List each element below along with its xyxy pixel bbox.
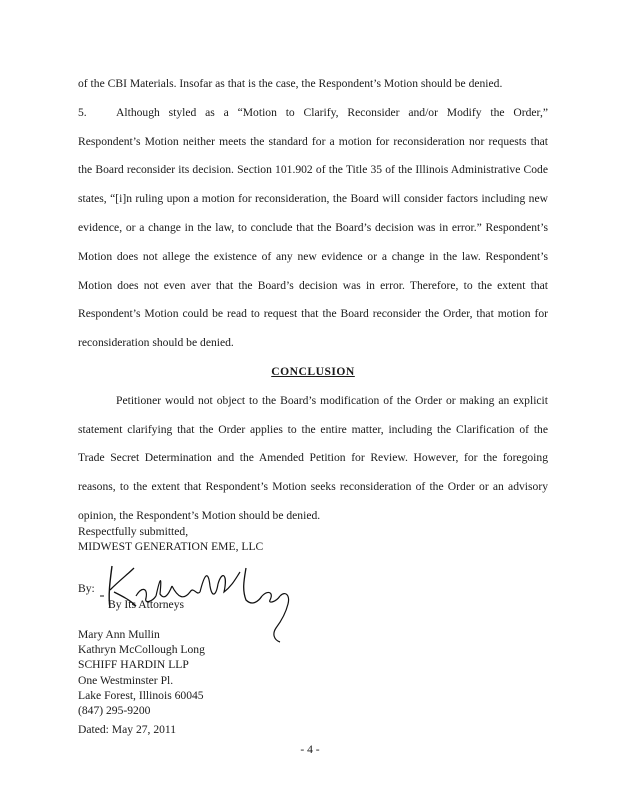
paragraph-5 bbox=[78, 99, 548, 358]
paragraph-continuation: of the CBI Materials. Insofar as that is the case, the Respondent’s Motion should be denied. bbox=[78, 77, 503, 90]
party-name: MIDWEST GENERATION EME, LLC bbox=[78, 540, 264, 553]
closing-text: Respectfully submitted, bbox=[78, 525, 189, 538]
city-state-zip: Lake Forest, Illinois 60045 bbox=[78, 688, 204, 702]
by-attorneys: By Its Attorneys bbox=[108, 598, 185, 611]
by-label: By: bbox=[78, 582, 95, 595]
address-block bbox=[78, 627, 205, 718]
body-text bbox=[78, 70, 548, 531]
dated-line: Dated: May 27, 2011 bbox=[78, 723, 177, 736]
attorney-name-2: Kathryn McCollough Long bbox=[78, 643, 205, 657]
conclusion-paragraph: Petitioner would not object to the Board’s modification of the Order or making an explicit statement clarifying that the Order applies to the entire matter, including the Clarification of the Trade Secret Determination and the Amended Petition for Review. However, for the foregoing reasons, to the extent that Respondent’s Motion seeks reconsideration of the Order or an advisory opinion, the Respondent’s Motion should be denied. bbox=[78, 393, 548, 522]
paragraph-5-number: 5. bbox=[78, 105, 87, 119]
signature-block bbox=[78, 524, 263, 554]
attorney-name-1: Mary Ann Mullin bbox=[78, 628, 160, 641]
street-address: One Westminster Pl. bbox=[78, 673, 174, 687]
phone-number: (847) 295-9200 bbox=[78, 704, 151, 718]
page-number: - 4 - bbox=[300, 743, 320, 756]
paragraph-5-text: Although styled as a “Motion to Clarify, Reconsider and/or Modify the Order,” Respondent’s Motion neither meets the standard for a motion for reconsideration nor requests that the Board reconsider its decision. Section 101.902 of the Title 35 of the Illinois Administrative Code states, “[i]n ruling upon a motion for reconsideration, the Board will consider factors including new evidence, or a change in the law, to conclude that the Board’s decision was in error.” Respondent’s Motion does not allege the existence of any new evidence or a change in the law. Respondent’s Motion does not even aver that the Board’s decision was in error. Therefore, to the extent that Respondent’s Motion could be read to request that the Board reconsider the Order, that motion for reconsideration should be denied. bbox=[78, 105, 548, 350]
firm-name: SCHIFF HARDIN LLP bbox=[78, 658, 189, 672]
conclusion-heading: CONCLUSION bbox=[271, 364, 355, 378]
